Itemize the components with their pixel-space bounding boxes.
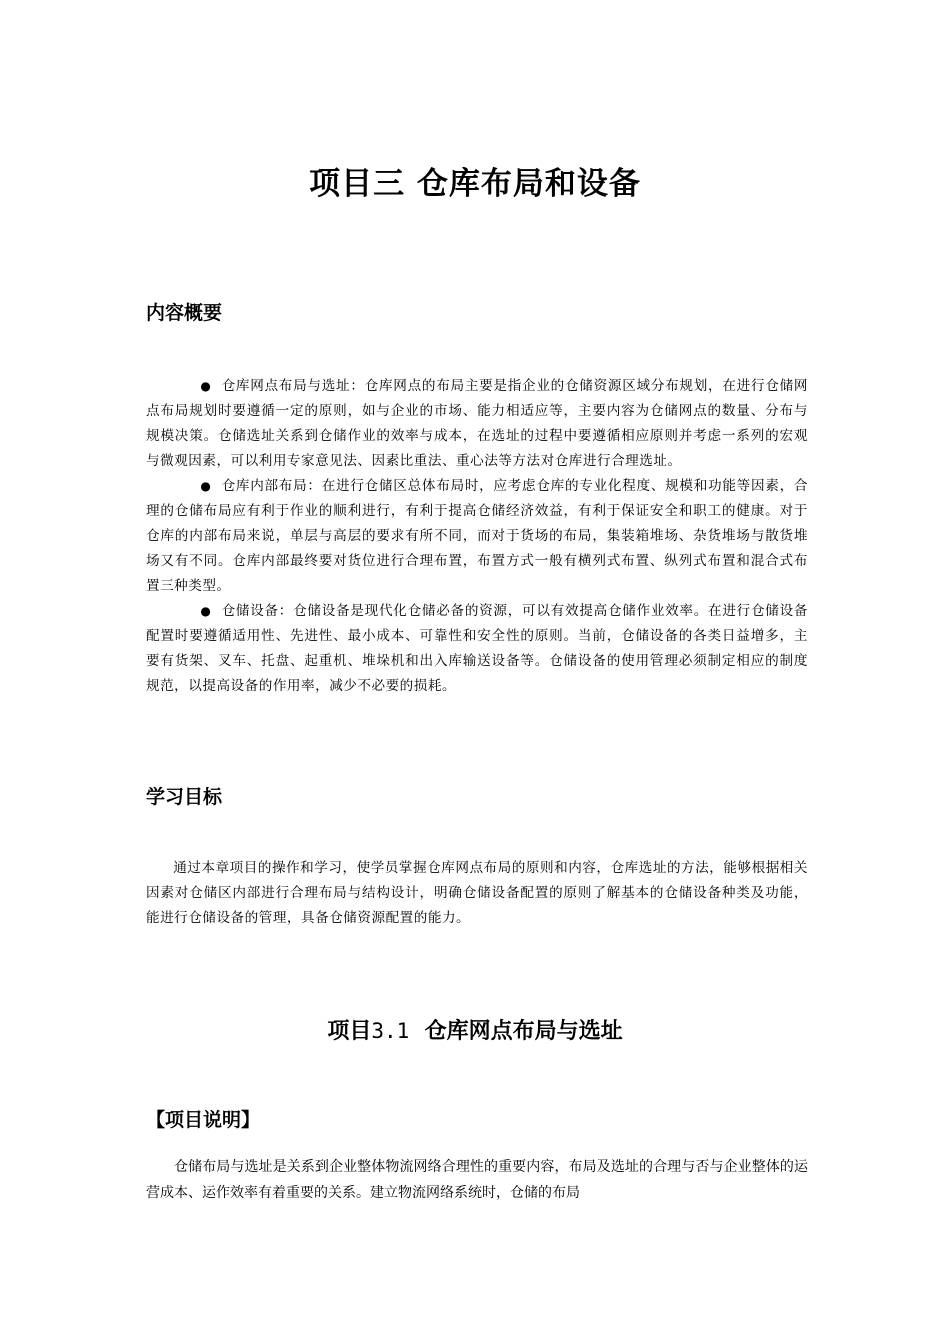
summary-item bbox=[146, 599, 808, 699]
summary-item bbox=[146, 374, 808, 474]
summary-item bbox=[146, 474, 808, 599]
bullet-icon: ● bbox=[200, 379, 212, 393]
section-name: 仓库网点布局与选址 bbox=[424, 1019, 623, 1044]
objectives-heading: 学习目标 bbox=[146, 786, 223, 808]
project-note-text: 仓储布局与选址是关系到企业整体物流网络合理性的重要内容，布局及选址的合理与否与企业整体的运营成本、运作效率有着重要的关系。建立物流网络系统时，仓储的布局 bbox=[146, 1159, 808, 1201]
bullet-icon: ● bbox=[200, 604, 212, 618]
bullet-icon: ● bbox=[200, 479, 212, 493]
section-number: 3.1 bbox=[371, 1019, 410, 1043]
summary-heading: 内容概要 bbox=[146, 302, 223, 324]
objectives-body bbox=[146, 856, 808, 931]
summary-item-text: 仓库内部布局：在进行仓储区总体布局时，应考虑仓库的专业化程度、规模和功能等因素，合理的仓储布局应有利于作业的顺利进行，有利于提高仓储经济效益，有利于保证安全和职工的健康。对于仓库的内部布局来说，单层与高层的要求有所不同，而对于货场的布局，集装箱堆场、杂货堆场与散货堆场又有不同。仓库内部最终要对货位进行合理布置，布置方式一般有横列式布置、纵列式布置和混合式布置三种类型。 bbox=[146, 478, 808, 594]
project-note-body bbox=[146, 1154, 808, 1206]
page-title: 项目三 仓库布局和设备 bbox=[309, 166, 641, 202]
summary-item-text: 仓库网点布局与选址：仓库网点的布局主要是指企业的仓储资源区域分布规划，在进行仓储网点布局规划时要遵循一定的原则，如与企业的市场、能力相适应等，主要内容为仓储网点的数量、分布与规模决策。仓储选址关系到仓储作业的效率与成本，在选址的过程中要遵循相应原则并考虑一系列的宏观与微观因素，可以利用专家意见法、因素比重法、重心法等方法对仓库进行合理选址。 bbox=[146, 378, 808, 469]
section-prefix: 项目 bbox=[327, 1019, 372, 1044]
project-note-heading: 【项目说明】 bbox=[146, 1109, 261, 1131]
summary-body bbox=[146, 374, 808, 699]
section-title bbox=[0, 1014, 950, 1045]
objectives-text: 通过本章项目的操作和学习，使学员掌握仓库网点布局的原则和内容，仓库选址的方法，能够根据相关因素对仓储区内部进行合理布局与结构设计，明确仓储设备配置的原则了解基本的仓储设备种类及功能，能进行仓储设备的管理，具备仓储资源配置的能力。 bbox=[146, 860, 808, 926]
summary-item-text: 仓储设备：仓储设备是现代化仓储必备的资源，可以有效提高仓储作业效率。在进行仓储设备配置时要遵循适用性、先进性、最小成本、可靠性和安全性的原则。当前，仓储设备的各类日益增多，主要有货架、叉车、托盘、起重机、堆垛机和出入库输送设备等。仓储设备的使用管理必须制定相应的制度规范，以提高设备的作用率，减少不必要的损耗。 bbox=[146, 603, 808, 694]
